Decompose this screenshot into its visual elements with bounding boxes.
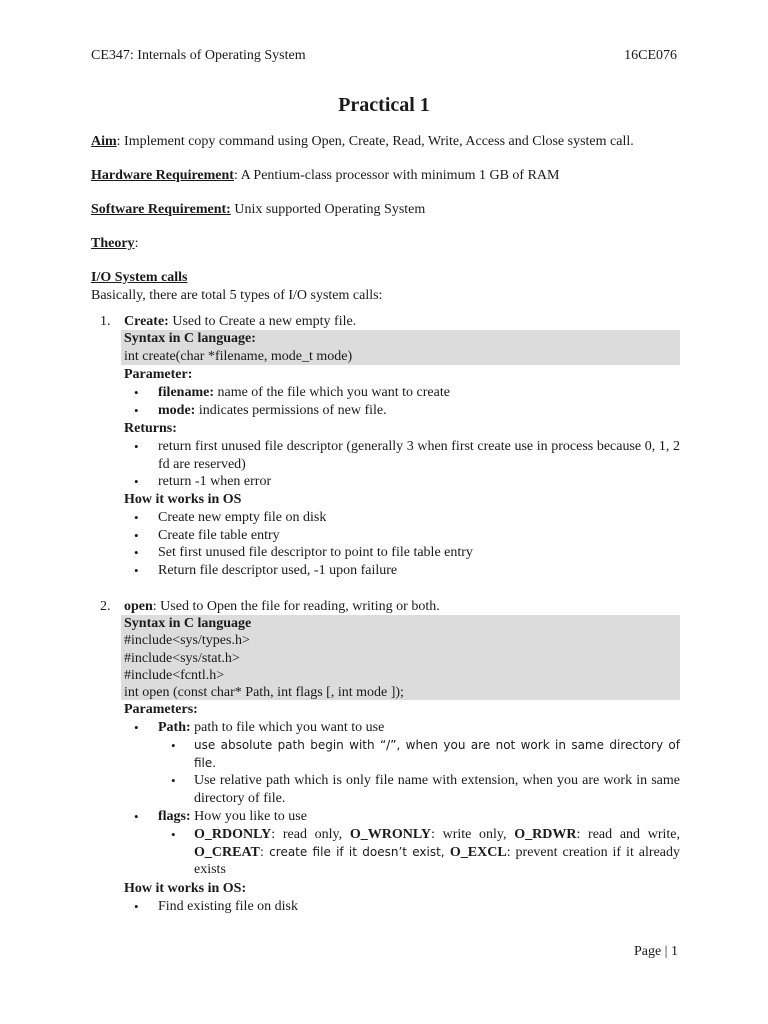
aim-label: Aim <box>91 134 117 149</box>
bullet-icon: • <box>134 528 139 543</box>
open-param-path <box>158 719 680 737</box>
theory-heading <box>91 235 681 253</box>
create-how-item: Create file table entry <box>158 528 280 543</box>
flag-name: O_RDONLY <box>194 827 272 842</box>
path-sub-text: use absolute path begin with “/”, when you are not work in same directory of file. <box>194 738 680 770</box>
param-name: mode: <box>158 403 196 418</box>
create-returns-label: Returns: <box>124 421 177 436</box>
open-desc: : Used to Open the file for reading, writing or both. <box>152 599 440 614</box>
create-param-label: Parameter: <box>124 367 193 382</box>
open-syntax-label: Syntax in C language <box>124 616 252 631</box>
create-syntax-code: int create(char *filename, mode_t mode) <box>124 349 353 364</box>
param-desc: How you like to use <box>190 809 307 824</box>
hardware-label: Hardware Requirement <box>91 168 234 183</box>
flag-name: O_EXCL <box>449 844 507 860</box>
create-how-item: Return file descriptor used, -1 upon failure <box>158 563 398 578</box>
theory-label: Theory <box>91 236 135 251</box>
theory-colon: : <box>134 236 139 251</box>
flag-desc: : read and write, <box>576 827 680 842</box>
open-syntax-line: #include<sys/stat.h> <box>124 651 240 666</box>
io-section-intro: Basically, there are total 5 types of I/O system calls: <box>91 288 383 303</box>
bullet-icon: • <box>134 720 139 735</box>
open-how-item: Find existing file on disk <box>158 899 298 914</box>
param-name: flags: <box>158 809 191 824</box>
open-how-label: How it works in OS: <box>124 881 247 896</box>
hardware-line <box>91 167 681 185</box>
open-path-sub-item <box>194 737 680 772</box>
bullet-icon: • <box>171 773 176 788</box>
create-name: Create: <box>124 314 169 329</box>
page-title: Practical 1 <box>338 94 430 116</box>
header-roll-number: 16CE076 <box>624 48 677 63</box>
open-param-flags <box>158 808 680 826</box>
software-line <box>91 201 681 219</box>
list-number-create: 1. <box>100 314 111 329</box>
create-return-item: return -1 when error <box>158 474 272 489</box>
bullet-icon: • <box>134 474 139 489</box>
aim-text: : Implement copy command using Open, Create, Read, Write, Access and Close system call. <box>116 134 634 149</box>
flag-desc: : read only, <box>271 827 350 842</box>
open-syntax-line: #include<sys/types.h> <box>124 633 250 648</box>
create-desc: Used to Create a new empty file. <box>168 314 357 329</box>
bullet-icon: • <box>134 545 139 560</box>
software-label: Software Requirement: <box>91 202 231 217</box>
flag-desc: : prevent creation if it already exists <box>194 844 680 878</box>
create-how-item: Create new empty file on disk <box>158 510 327 525</box>
open-param-label: Parameters: <box>124 702 198 717</box>
bullet-icon: • <box>134 385 139 400</box>
param-name: Path: <box>158 720 191 735</box>
header-course: CE347: Internals of Operating System <box>91 48 306 63</box>
bullet-icon: • <box>134 439 139 454</box>
param-desc: indicates permissions of new file. <box>195 403 387 418</box>
create-how-label: How it works in OS <box>124 492 242 507</box>
create-return-item: return first unused file descriptor (generally 3 when first create use in process because 0, 1, 2 fd are reserved) <box>158 439 680 472</box>
create-syntax-label: Syntax in C language: <box>124 331 256 346</box>
param-name: filename: <box>158 385 214 400</box>
open-title-line <box>124 598 680 616</box>
software-text: Unix supported Operating System <box>230 202 426 217</box>
hardware-text: : A Pentium-class processor with minimum 1 GB of RAM <box>233 168 560 183</box>
create-param-filename <box>158 384 680 402</box>
open-syntax-line: #include<fcntl.h> <box>124 668 225 683</box>
bullet-icon: • <box>134 563 139 578</box>
param-desc: path to file which you want to use <box>190 720 385 735</box>
flag-name: O_RDWR <box>514 827 577 842</box>
aim-line <box>91 133 681 151</box>
create-title-line <box>124 313 680 331</box>
bullet-icon: • <box>134 899 139 914</box>
bullet-icon: • <box>134 403 139 418</box>
create-param-mode <box>158 402 680 420</box>
open-name: open <box>124 599 153 614</box>
create-how-item: Set first unused file descriptor to point to file table entry <box>158 545 473 560</box>
open-flags-sub-item <box>194 826 680 879</box>
bullet-icon: • <box>171 738 176 753</box>
flag-desc: : create file if it doesn’t exist, <box>259 844 450 859</box>
bullet-icon: • <box>171 827 176 842</box>
list-number-open: 2. <box>100 599 111 614</box>
flag-name: O_WRONLY <box>349 827 431 842</box>
flag-name: O_CREAT <box>194 844 260 860</box>
page-number: Page | 1 <box>633 944 678 959</box>
open-path-sub-item: Use relative path which is only file name with extension, when you are work in same directory of file. <box>194 773 680 806</box>
param-desc: name of the file which you want to create <box>213 385 450 400</box>
bullet-icon: • <box>134 809 139 824</box>
open-syntax-line: int open (const char* Path, int flags [, int mode ]); <box>124 685 404 700</box>
bullet-icon: • <box>134 510 139 525</box>
io-section-heading: I/O System calls <box>91 270 188 285</box>
flag-desc: : write only, <box>431 827 515 842</box>
